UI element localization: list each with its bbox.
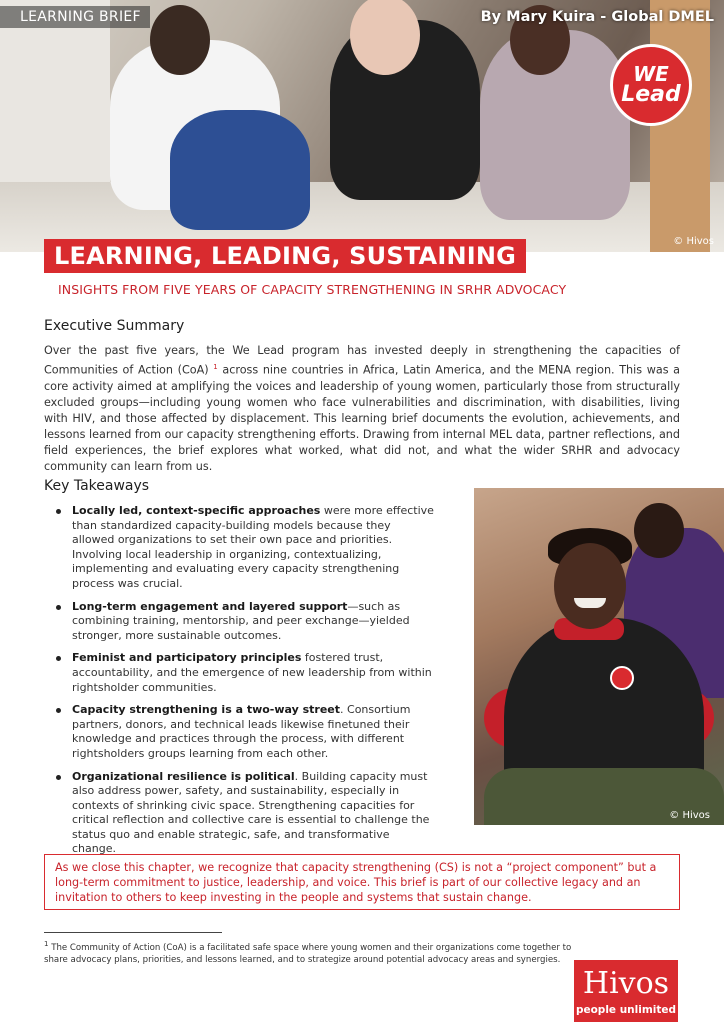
takeaway-bold: Locally led, context-specific approaches — [72, 504, 321, 517]
side-photo-smile — [574, 598, 606, 608]
page-subtitle: INSIGHTS FROM FIVE YEARS OF CAPACITY STRENGTHENING IN SRHR ADVOCACY — [58, 282, 567, 297]
executive-summary-heading: Executive Summary — [44, 318, 185, 334]
closing-statement: As we close this chapter, we recognize that capacity strengthening (CS) is not a “project component” but a long-term commitment to justice, leadership, and voice. This brief is part of our collective legacy and an invitation to others to keep investing in the people and systems that sustain change. — [44, 854, 680, 910]
takeaway-text: fostered trust, accountability, and the emergence of new leadership from within rightsholder communities. — [72, 651, 432, 694]
author-label: By Mary Kuira - Global DMEL — [480, 9, 714, 25]
side-photo — [474, 488, 724, 825]
footnote — [44, 938, 574, 967]
takeaway-item — [54, 651, 434, 695]
executive-summary-text — [44, 343, 680, 475]
side-photo-face — [554, 543, 626, 629]
takeaway-text: were more effective than standardized capacity-building models because they allowed organizations to set their own pace and priorities. Involving local leadership in organizing, contextualizing, implementing and evaluating every capacity strengthening process was crucial. — [72, 504, 434, 590]
key-takeaways-heading: Key Takeaways — [44, 478, 150, 494]
hero-head-1 — [150, 5, 210, 75]
takeaway-item — [54, 600, 434, 644]
footnote-text: The Community of Action (CoA) is a facilitated safe space where young women and their organizations come together to share advocacy plans, priorities, and lessons learned, and to strategize around potential advocacy areas and synergies. — [44, 942, 572, 966]
takeaway-item — [54, 703, 434, 761]
hero-pillar — [650, 0, 710, 252]
takeaway-bold: Organizational resilience is political — [72, 769, 295, 783]
side-photo-bg-head — [634, 503, 684, 558]
takeaway-text: . Building capacity must also address power, safety, and sustainability, especially in contexts of shrinking civic space. Strengthening capacities for critical reflection and collective care is essential to challenge the status quo and enable strategic, safe, and transformative change. — [72, 769, 430, 856]
hivos-logo — [574, 960, 678, 1022]
executive-summary-text-part2: across nine countries in Africa, Latin America, and the MENA region. This was a core activity aimed at amplifying the voices and leadership of young women, particularly those from structurally excluded groups—including young women who face vulnerabilities and discrimination, with disabilities, living with HIV, and those affected by displacement. This learning brief documents the evolution, achievements, and lessons learned from our capacity strengthening efforts. Drawing from internal MEL data, partner reflections, and field experiences, the brief explores what worked, what did not, and what the wider SRHR and advocacy community can learn from us. — [44, 363, 680, 474]
takeaway-bold: Feminist and participatory principles — [72, 651, 302, 665]
takeaway-text: . Consortium partners, donors, and technical leads likewise finetuned their knowledge and practices through the process, with different rightsholders groups learning from each other. — [72, 703, 411, 760]
takeaway-item — [54, 770, 434, 858]
hero-person-1-jeans — [170, 110, 310, 230]
side-photo-badge — [610, 666, 634, 690]
series-label: LEARNING BRIEF — [0, 6, 150, 28]
hero-photo — [0, 0, 724, 252]
takeaway-bold: Capacity strengthening is a two-way street — [72, 703, 341, 717]
footnote-divider — [44, 932, 222, 933]
we-lead-logo-we: WE — [633, 62, 669, 86]
footnote-number: 1 — [44, 940, 49, 948]
page-title: LEARNING, LEADING, SUSTAINING — [44, 239, 526, 273]
executive-summary-text-part1: Over the past five years, the We Lead program has invested deeply in strengthening the capacities of Communities of Action (CoA) — [44, 344, 680, 377]
we-lead-logo — [610, 44, 692, 126]
footnote-ref[interactable]: 1 — [213, 363, 218, 372]
hivos-logo-tagline: people unlimited — [575, 1004, 677, 1016]
takeaway-text: —such as combining training, mentorship, and peer exchange—yielded stronger, more sustainable outcomes. — [72, 599, 410, 642]
takeaway-item — [54, 504, 434, 592]
side-photo-credit: © Hivos — [669, 810, 710, 821]
hero-photo-credit: © Hivos — [673, 236, 714, 247]
key-takeaways-list — [54, 504, 434, 865]
hivos-logo-name: Hivos — [582, 966, 670, 1001]
we-lead-logo-lead: Lead — [621, 82, 681, 107]
takeaway-bold: Long-term engagement and layered support — [72, 599, 348, 613]
